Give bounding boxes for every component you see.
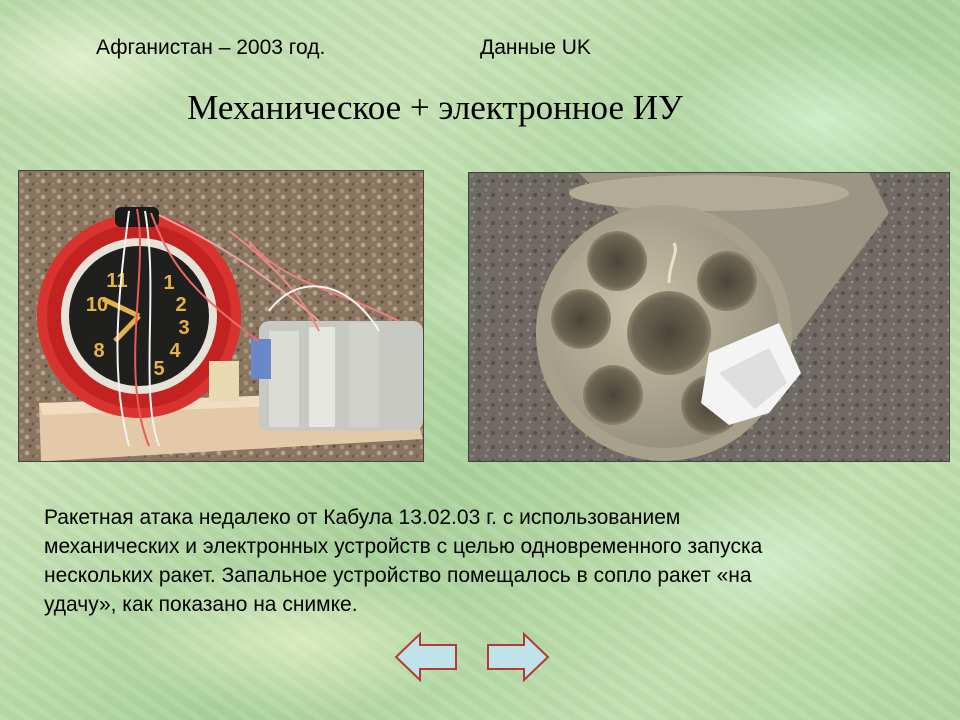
svg-text:2: 2 bbox=[175, 294, 187, 316]
next-slide-button[interactable] bbox=[484, 632, 550, 682]
header-source: Данные UK bbox=[480, 36, 591, 59]
svg-text:4: 4 bbox=[169, 340, 181, 362]
clock-timer-device-photo bbox=[18, 170, 424, 462]
caption-line: удачу», как показано на снимке. bbox=[44, 593, 358, 616]
svg-text:3: 3 bbox=[178, 317, 190, 339]
arrow-right-icon bbox=[484, 632, 550, 682]
caption-line: механических и электронных устройств с целью одновременного запуска bbox=[44, 535, 763, 558]
svg-text:11: 11 bbox=[106, 270, 128, 292]
rocket-nozzle-photo bbox=[468, 172, 950, 462]
svg-text:10: 10 bbox=[85, 294, 109, 316]
prev-slide-button[interactable] bbox=[394, 632, 460, 682]
caption-line: Ракетная атака недалеко от Кабула 13.02.03 г. с использованием bbox=[44, 506, 681, 529]
svg-text:8: 8 bbox=[93, 340, 105, 362]
arrow-left-icon bbox=[394, 632, 460, 682]
caption-text bbox=[44, 503, 894, 619]
svg-text:5: 5 bbox=[153, 358, 165, 380]
header-location-date: Афганистан – 2003 год. bbox=[96, 36, 326, 59]
slide-title: Механическое + электронное ИУ bbox=[187, 88, 683, 127]
svg-text:1: 1 bbox=[163, 272, 175, 294]
caption-line: нескольких ракет. Запальное устройство помещалось в сопло ракет «на bbox=[44, 564, 752, 587]
